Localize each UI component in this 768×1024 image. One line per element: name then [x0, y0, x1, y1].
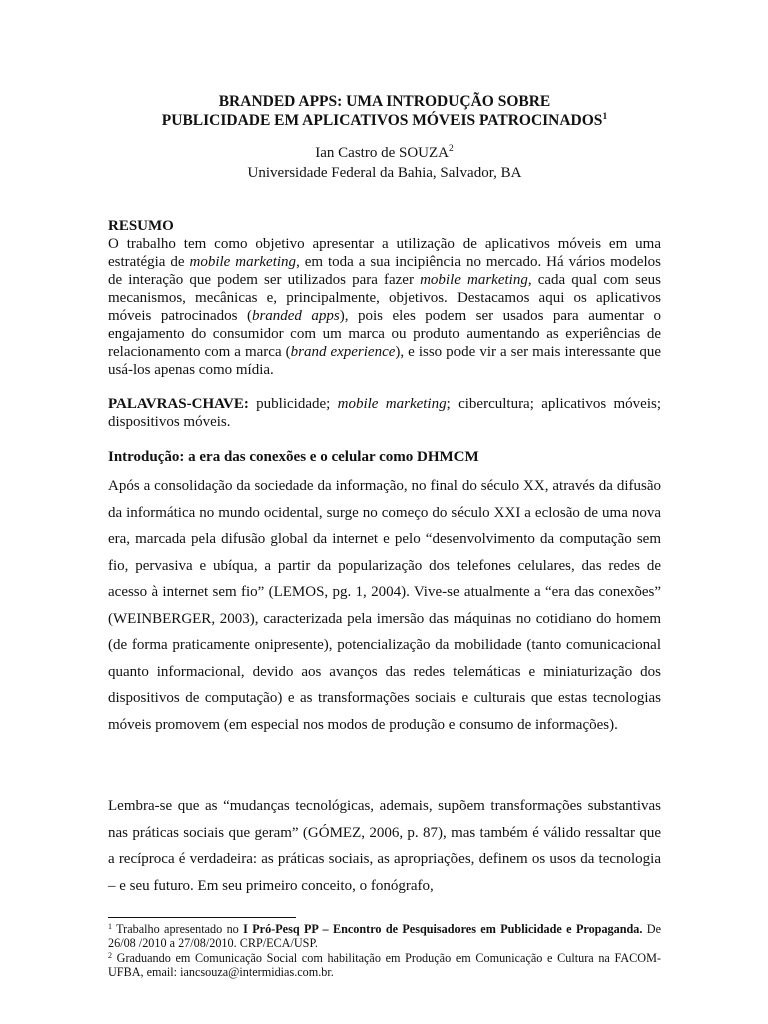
keywords-label: PALAVRAS-CHAVE:	[108, 396, 249, 412]
keywords-text	[108, 395, 661, 431]
abstract-text-part: O trabalho tem como objetivo apresentar a utilização de aplicativos móveis em uma estratégia de	[108, 236, 661, 270]
title-line-2-text: PUBLICIDADE EM APLICATIVOS MÓVEIS PATROCINADOS	[161, 112, 603, 129]
abstract-text-italic: mobile marketing	[189, 254, 297, 270]
abstract-text-part: , em toda a sua incipiência no mercado. Há vários modelos de interação que podem ser utilizados para fazer	[108, 254, 662, 288]
title-line-2	[108, 111, 661, 130]
author-footnote-mark: 2	[448, 144, 454, 154]
footnote-1-after: De 26/08 /2010 a 27/08/2010. CRP/ECA/USP.	[108, 922, 661, 951]
title-footnote-mark: 1	[602, 112, 608, 122]
author-block	[108, 143, 661, 183]
abstract-text-italic: mobile marketing	[420, 272, 528, 288]
abstract-text-part: ), pois eles podem ser usados para aumentar o engajamento do consumidor com um marca ou produto aumentando as experiências de relacionamento com a marca (	[108, 308, 661, 360]
footnote-2	[108, 951, 661, 980]
author-name-line	[108, 143, 661, 163]
abstract-heading: RESUMO	[108, 218, 174, 234]
paper-title	[108, 92, 661, 130]
abstract-text	[108, 235, 661, 379]
keywords-section	[108, 395, 661, 431]
abstract-text-part: , cada qual com seus mecanismos, mecânicas e, principalmente, objetivos. Destacamos aqui os aplicativos móveis patrocinados (	[108, 272, 661, 324]
abstract-section	[108, 217, 661, 379]
author-affiliation: Universidade Federal da Bahia, Salvador, BA	[247, 165, 522, 181]
footnotes	[108, 922, 661, 979]
intro-paragraph-1: Após a consolidação da sociedade da informação, no final do século XX, através da difusão da informática no mundo ocidental, surge no começo do século XXI a eclosão de uma nova era, marcada pela difusão global da internet e pelo “desenvolvimento da computação sem fio, pervasiva e ubíqua, a partir da popularização dos telefones celulares, das redes de acesso à internet sem fio” (LEMOS, pg. 1, 2004). Vive-se atualmente a “era das conexões” (WEINBERGER, 2003), caracterizada pela imersão das máquinas no cotidiano do homem (de forma praticamente onipresente), potencialização da mobilidade (tanto comunicacional quanto informacional, devido aos avanços das redes telemáticas e miniaturização dos dispositivos de computação) e as transformações sociais e culturais que estas tecnologias móveis promovem (em especial nos modos de produção e consumo de informações).	[108, 478, 661, 733]
footnote-1	[108, 922, 661, 951]
intro-paragraph-2: Lembra-se que as “mudanças tecnológicas, ademais, supõem transformações substantivas nas práticas sociais que geram” (GÓMEZ, 2006, p. 87), mas também é válido ressaltar que a recíproca é verdadeira: as práticas sociais, as apropriações, definem os usos da tecnologia – e seu futuro. Em seu primeiro conceito, o fonógrafo,	[108, 798, 661, 894]
footnote-1-bold: I Pró-Pesq PP – Encontro de Pesquisadores em Publicidade e Propaganda.	[243, 922, 643, 936]
abstract-text-italic: branded apps	[251, 308, 340, 324]
keywords-italic: mobile marketing	[337, 396, 447, 412]
footnote-2-mark: 2	[108, 950, 112, 960]
footnote-1-mark: 1	[108, 922, 112, 931]
abstract-text-part: ), e isso pode vir a ser mais interessante que usá-los apenas como mídia.	[108, 344, 661, 378]
footnote-2-text: Graduando em Comunicação Social com habilitação em Produção em Comunicação e Cultura na FACOM-UFBA, email: iancsouza@intermidias.com.br.	[108, 950, 661, 979]
title-line-1: BRANDED APPS: UMA INTRODUÇÃO SOBRE	[218, 93, 551, 110]
intro-heading: Introdução: a era das conexões e o celular como DHMCM	[108, 449, 479, 465]
keywords-part: ; cibercultura; aplicativos móveis; dispositivos móveis.	[108, 396, 661, 430]
footnote-1-before: Trabalho apresentado no	[112, 922, 244, 936]
abstract-text-italic: brand experience	[290, 344, 396, 360]
keywords-part: publicidade;	[248, 396, 338, 412]
footnote-divider	[108, 917, 296, 918]
author-name: Ian Castro de SOUZA	[315, 145, 449, 161]
